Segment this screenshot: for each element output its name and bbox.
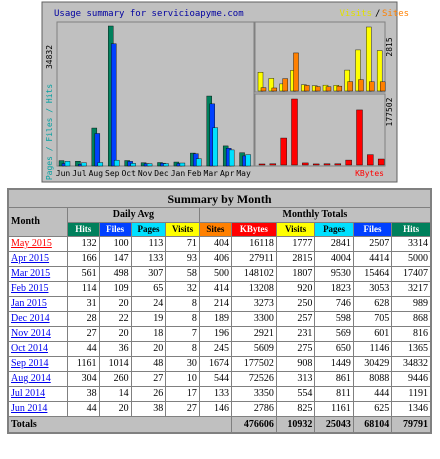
cell-files: 1014 (99, 357, 131, 372)
cell-kbytes: 27911 (231, 252, 276, 267)
kbytes-bar (335, 164, 341, 165)
month-axis-label: Nov (137, 169, 153, 178)
sites-bar (261, 88, 266, 91)
cell-m-files: 30429 (353, 357, 391, 372)
cell-files: 147 (99, 252, 131, 267)
kbytes-bar (313, 164, 319, 165)
sites-bar (283, 79, 288, 91)
cell-m-hits: 868 (392, 312, 431, 327)
month-axis-label: Jun (55, 169, 71, 178)
cell-sites: 245 (199, 342, 231, 357)
cell-hits: 31 (67, 297, 99, 312)
chart-title: Usage summary for servicioapyme.com (54, 9, 244, 19)
cell-m-files: 4414 (353, 252, 391, 267)
chart-right-top-max: 2815 (385, 37, 394, 57)
sites-bar (304, 85, 309, 91)
cell-files: 22 (99, 312, 131, 327)
cell-files: 20 (99, 297, 131, 312)
cell-hits: 132 (67, 237, 99, 252)
sites-bar (337, 86, 342, 91)
kbytes-bar (357, 110, 363, 165)
cell-kbytes: 2786 (231, 402, 276, 417)
cell-m-visits: 2815 (276, 252, 314, 267)
month-link[interactable]: Jul 2014 (11, 388, 46, 399)
month-link[interactable]: Feb 2015 (11, 283, 49, 294)
cell-hits: 38 (67, 387, 99, 402)
cell-m-hits: 1365 (392, 342, 431, 357)
cell-m-hits: 1346 (392, 402, 431, 417)
cell-sites: 146 (199, 402, 231, 417)
cell-m-pages: 4004 (315, 252, 353, 267)
main-graph-frame (57, 22, 254, 166)
visits-graph-frame (255, 22, 385, 92)
cell-m-files: 15464 (353, 267, 391, 282)
pages-bar (114, 160, 119, 166)
month-link[interactable]: Aug 2014 (11, 373, 51, 384)
cell-m-hits: 17407 (392, 267, 431, 282)
chart-kbytes-label: KBytes (355, 169, 384, 178)
cell-visits: 71 (166, 237, 200, 252)
cell-m-hits: 34832 (392, 357, 431, 372)
table-row (8, 357, 431, 372)
cell-hits: 1161 (67, 357, 99, 372)
cell-kbytes: 13208 (231, 282, 276, 297)
pages-bar (213, 128, 218, 166)
cell-files: 109 (99, 282, 131, 297)
cell-pages: 20 (131, 342, 166, 357)
kbytes-bar (378, 159, 384, 165)
files-bar (95, 133, 100, 166)
cell-kbytes: 3300 (231, 312, 276, 327)
cell-pages: 48 (131, 357, 166, 372)
cell-m-hits: 816 (392, 327, 431, 342)
month-cell (8, 282, 67, 297)
cell-sites: 1674 (199, 357, 231, 372)
cell-sites: 544 (199, 372, 231, 387)
sites-bar (315, 87, 320, 91)
cell-files: 498 (99, 267, 131, 282)
cell-pages: 38 (131, 402, 166, 417)
cell-visits: 7 (166, 327, 200, 342)
table-row (8, 327, 431, 342)
month-cell (8, 327, 67, 342)
cell-m-visits: 257 (276, 312, 314, 327)
cell-pages: 24 (131, 297, 166, 312)
cell-sites: 406 (199, 252, 231, 267)
month-axis-label: Jan (170, 169, 186, 178)
month-axis-label: Apr (219, 169, 235, 178)
chart-legend-slash: / (375, 9, 381, 19)
cell-hits: 114 (67, 282, 99, 297)
daily-avg-header: Daily Avg (67, 208, 199, 223)
cell-visits: 8 (166, 297, 200, 312)
cell-visits: 30 (166, 357, 200, 372)
cell-files: 20 (99, 402, 131, 417)
table-row (8, 342, 431, 357)
monthly-visits-header: Visits (276, 223, 314, 237)
cell-m-files: 625 (353, 402, 391, 417)
files-bar (111, 44, 116, 166)
month-cell (8, 297, 67, 312)
cell-kbytes: 3350 (231, 387, 276, 402)
cell-pages: 27 (131, 372, 166, 387)
kbytes-bar (346, 160, 352, 165)
table-row (8, 402, 431, 417)
month-cell (8, 312, 67, 327)
month-cell (8, 372, 67, 387)
usage-chart-svg (42, 2, 410, 182)
monthly-hits-header: Hits (392, 223, 431, 237)
month-cell (8, 252, 67, 267)
kbytes-bar (281, 138, 287, 165)
cell-m-files: 2507 (353, 237, 391, 252)
cell-pages: 19 (131, 312, 166, 327)
cell-m-files: 444 (353, 387, 391, 402)
month-cell (8, 342, 67, 357)
cell-kbytes: 177502 (231, 357, 276, 372)
kbytes-bar (302, 163, 308, 165)
cell-visits: 93 (166, 252, 200, 267)
cell-pages: 113 (131, 237, 166, 252)
daily-hits-header: Hits (67, 223, 99, 237)
kbytes-bar (259, 164, 265, 165)
cell-m-hits: 9446 (392, 372, 431, 387)
cell-files: 14 (99, 387, 131, 402)
month-link[interactable]: Apr 2015 (11, 253, 50, 264)
table-row (8, 252, 431, 267)
table-row (8, 237, 431, 252)
month-axis-label: Dec (154, 169, 169, 178)
cell-sites: 196 (199, 327, 231, 342)
pages-bar (131, 163, 136, 166)
pages-bar (164, 164, 169, 166)
cell-m-files: 3053 (353, 282, 391, 297)
monthly-sites-header: Sites (199, 223, 231, 237)
cell-m-hits: 1191 (392, 387, 431, 402)
cell-pages: 26 (131, 387, 166, 402)
sites-bar (380, 82, 385, 91)
month-link[interactable]: May 2015 (11, 238, 52, 249)
cell-m-pages: 2841 (315, 237, 353, 252)
totals-kbytes: 476606 (231, 417, 276, 434)
pages-bar (196, 159, 201, 166)
cell-sites: 414 (199, 282, 231, 297)
totals-files: 68104 (353, 417, 391, 434)
cell-visits: 8 (166, 342, 200, 357)
month-cell (8, 237, 67, 252)
cell-m-pages: 598 (315, 312, 353, 327)
cell-m-pages: 1449 (315, 357, 353, 372)
kbytes-bar (367, 155, 373, 165)
cell-m-visits: 1807 (276, 267, 314, 282)
cell-hits: 27 (67, 327, 99, 342)
cell-m-pages: 9530 (315, 267, 353, 282)
cell-files: 36 (99, 342, 131, 357)
cell-m-visits: 250 (276, 297, 314, 312)
cell-hits: 304 (67, 372, 99, 387)
cell-sites: 214 (199, 297, 231, 312)
cell-pages: 133 (131, 252, 166, 267)
cell-m-visits: 825 (276, 402, 314, 417)
cell-hits: 44 (67, 342, 99, 357)
sites-bar (294, 53, 299, 91)
chart-legend-visits: Visits (339, 9, 372, 19)
visits-bar (366, 27, 371, 91)
monthly-files-header: Files (353, 223, 391, 237)
pages-bar (65, 161, 70, 166)
daily-files-header: Files (99, 223, 131, 237)
pages-bar (147, 164, 152, 166)
sites-bar (369, 82, 374, 91)
cell-m-visits: 1777 (276, 237, 314, 252)
cell-files: 260 (99, 372, 131, 387)
month-axis-label: Oct (121, 169, 136, 178)
totals-pages: 25043 (315, 417, 353, 434)
month-axis-label: Jul (72, 169, 87, 178)
cell-m-hits: 989 (392, 297, 431, 312)
cell-m-hits: 5000 (392, 252, 431, 267)
cell-m-visits: 313 (276, 372, 314, 387)
sites-bar (326, 87, 331, 91)
month-link[interactable]: Mar 2015 (11, 268, 51, 279)
chart-legend-sites: Sites (382, 9, 410, 19)
cell-m-visits: 908 (276, 357, 314, 372)
cell-kbytes: 16118 (231, 237, 276, 252)
cell-m-pages: 1823 (315, 282, 353, 297)
pages-bar (81, 163, 86, 166)
cell-kbytes: 148102 (231, 267, 276, 282)
pages-bar (229, 150, 234, 166)
cell-m-visits: 231 (276, 327, 314, 342)
sites-bar (359, 80, 364, 91)
table-row (8, 387, 431, 402)
cell-visits: 27 (166, 402, 200, 417)
cell-visits: 8 (166, 312, 200, 327)
month-link[interactable]: Jan 2015 (11, 298, 47, 309)
cell-m-visits: 275 (276, 342, 314, 357)
cell-m-visits: 920 (276, 282, 314, 297)
cell-kbytes: 5609 (231, 342, 276, 357)
monthly-totals-header: Monthly Totals (199, 208, 431, 223)
table-row (8, 372, 431, 387)
summary-table (7, 188, 432, 434)
cell-kbytes: 2921 (231, 327, 276, 342)
monthly-kbytes-header: KBytes (231, 223, 276, 237)
cell-pages: 18 (131, 327, 166, 342)
cell-m-files: 8088 (353, 372, 391, 387)
chart-left-max: 34832 (45, 44, 54, 70)
kbytes-graph-frame (255, 94, 385, 166)
table-row (8, 282, 431, 297)
pages-bar (98, 163, 103, 166)
sites-bar (348, 82, 353, 91)
cell-m-hits: 3217 (392, 282, 431, 297)
cell-m-hits: 3314 (392, 237, 431, 252)
cell-sites: 500 (199, 267, 231, 282)
summary-rows (8, 237, 431, 417)
cell-m-pages: 811 (315, 387, 353, 402)
pages-bar (246, 155, 251, 166)
cell-hits: 561 (67, 267, 99, 282)
totals-visits: 10932 (276, 417, 314, 434)
cell-hits: 166 (67, 252, 99, 267)
cell-m-pages: 1161 (315, 402, 353, 417)
kbytes-bar (292, 99, 298, 165)
cell-m-visits: 554 (276, 387, 314, 402)
month-link[interactable]: Nov 2014 (11, 328, 51, 339)
month-cell (8, 357, 67, 372)
cell-m-pages: 746 (315, 297, 353, 312)
cell-files: 100 (99, 237, 131, 252)
cell-hits: 28 (67, 312, 99, 327)
month-cell (8, 402, 67, 417)
kbytes-bar (324, 164, 330, 165)
month-column-header: Month (8, 208, 67, 237)
month-cell (8, 387, 67, 402)
cell-m-files: 1146 (353, 342, 391, 357)
cell-visits: 17 (166, 387, 200, 402)
cell-m-files: 628 (353, 297, 391, 312)
pages-bar (180, 163, 185, 166)
cell-pages: 65 (131, 282, 166, 297)
cell-kbytes: 3273 (231, 297, 276, 312)
month-axis-label: May (236, 169, 251, 178)
cell-sites: 404 (199, 237, 231, 252)
chart-legend-left: Pages / Files / Hits (45, 83, 54, 181)
cell-m-pages: 650 (315, 342, 353, 357)
month-axis-label: Mar (203, 169, 218, 178)
table-row (8, 297, 431, 312)
chart-month-labels (56, 169, 251, 178)
table-row (8, 267, 431, 282)
cell-m-files: 705 (353, 312, 391, 327)
daily-visits-header: Visits (166, 223, 200, 237)
cell-visits: 58 (166, 267, 200, 282)
cell-visits: 10 (166, 372, 200, 387)
daily-pages-header: Pages (131, 223, 166, 237)
month-link[interactable]: Sep 2014 (11, 358, 49, 369)
cell-kbytes: 72526 (231, 372, 276, 387)
month-axis-label: Aug (88, 169, 104, 178)
table-row (8, 312, 431, 327)
cell-m-files: 601 (353, 327, 391, 342)
cell-sites: 189 (199, 312, 231, 327)
kbytes-bar (270, 164, 276, 165)
cell-pages: 307 (131, 267, 166, 282)
cell-m-pages: 569 (315, 327, 353, 342)
month-axis-label: Feb (187, 169, 202, 178)
month-link[interactable]: Dec 2014 (11, 313, 50, 324)
sites-bar (272, 88, 277, 91)
totals-row (8, 417, 431, 434)
summary-title: Summary by Month (8, 189, 431, 208)
month-link[interactable]: Oct 2014 (11, 343, 48, 354)
totals-hits: 79791 (392, 417, 431, 434)
month-cell (8, 267, 67, 282)
totals-label: Totals (8, 417, 231, 434)
chart-right-bottom-max: 177502 (385, 97, 394, 127)
cell-hits: 44 (67, 402, 99, 417)
month-axis-label: Sep (105, 169, 120, 178)
usage-chart (42, 2, 410, 182)
cell-files: 20 (99, 327, 131, 342)
cell-sites: 133 (199, 387, 231, 402)
cell-visits: 32 (166, 282, 200, 297)
month-link[interactable]: Jun 2014 (11, 403, 48, 414)
cell-m-pages: 861 (315, 372, 353, 387)
monthly-pages-header: Pages (315, 223, 353, 237)
